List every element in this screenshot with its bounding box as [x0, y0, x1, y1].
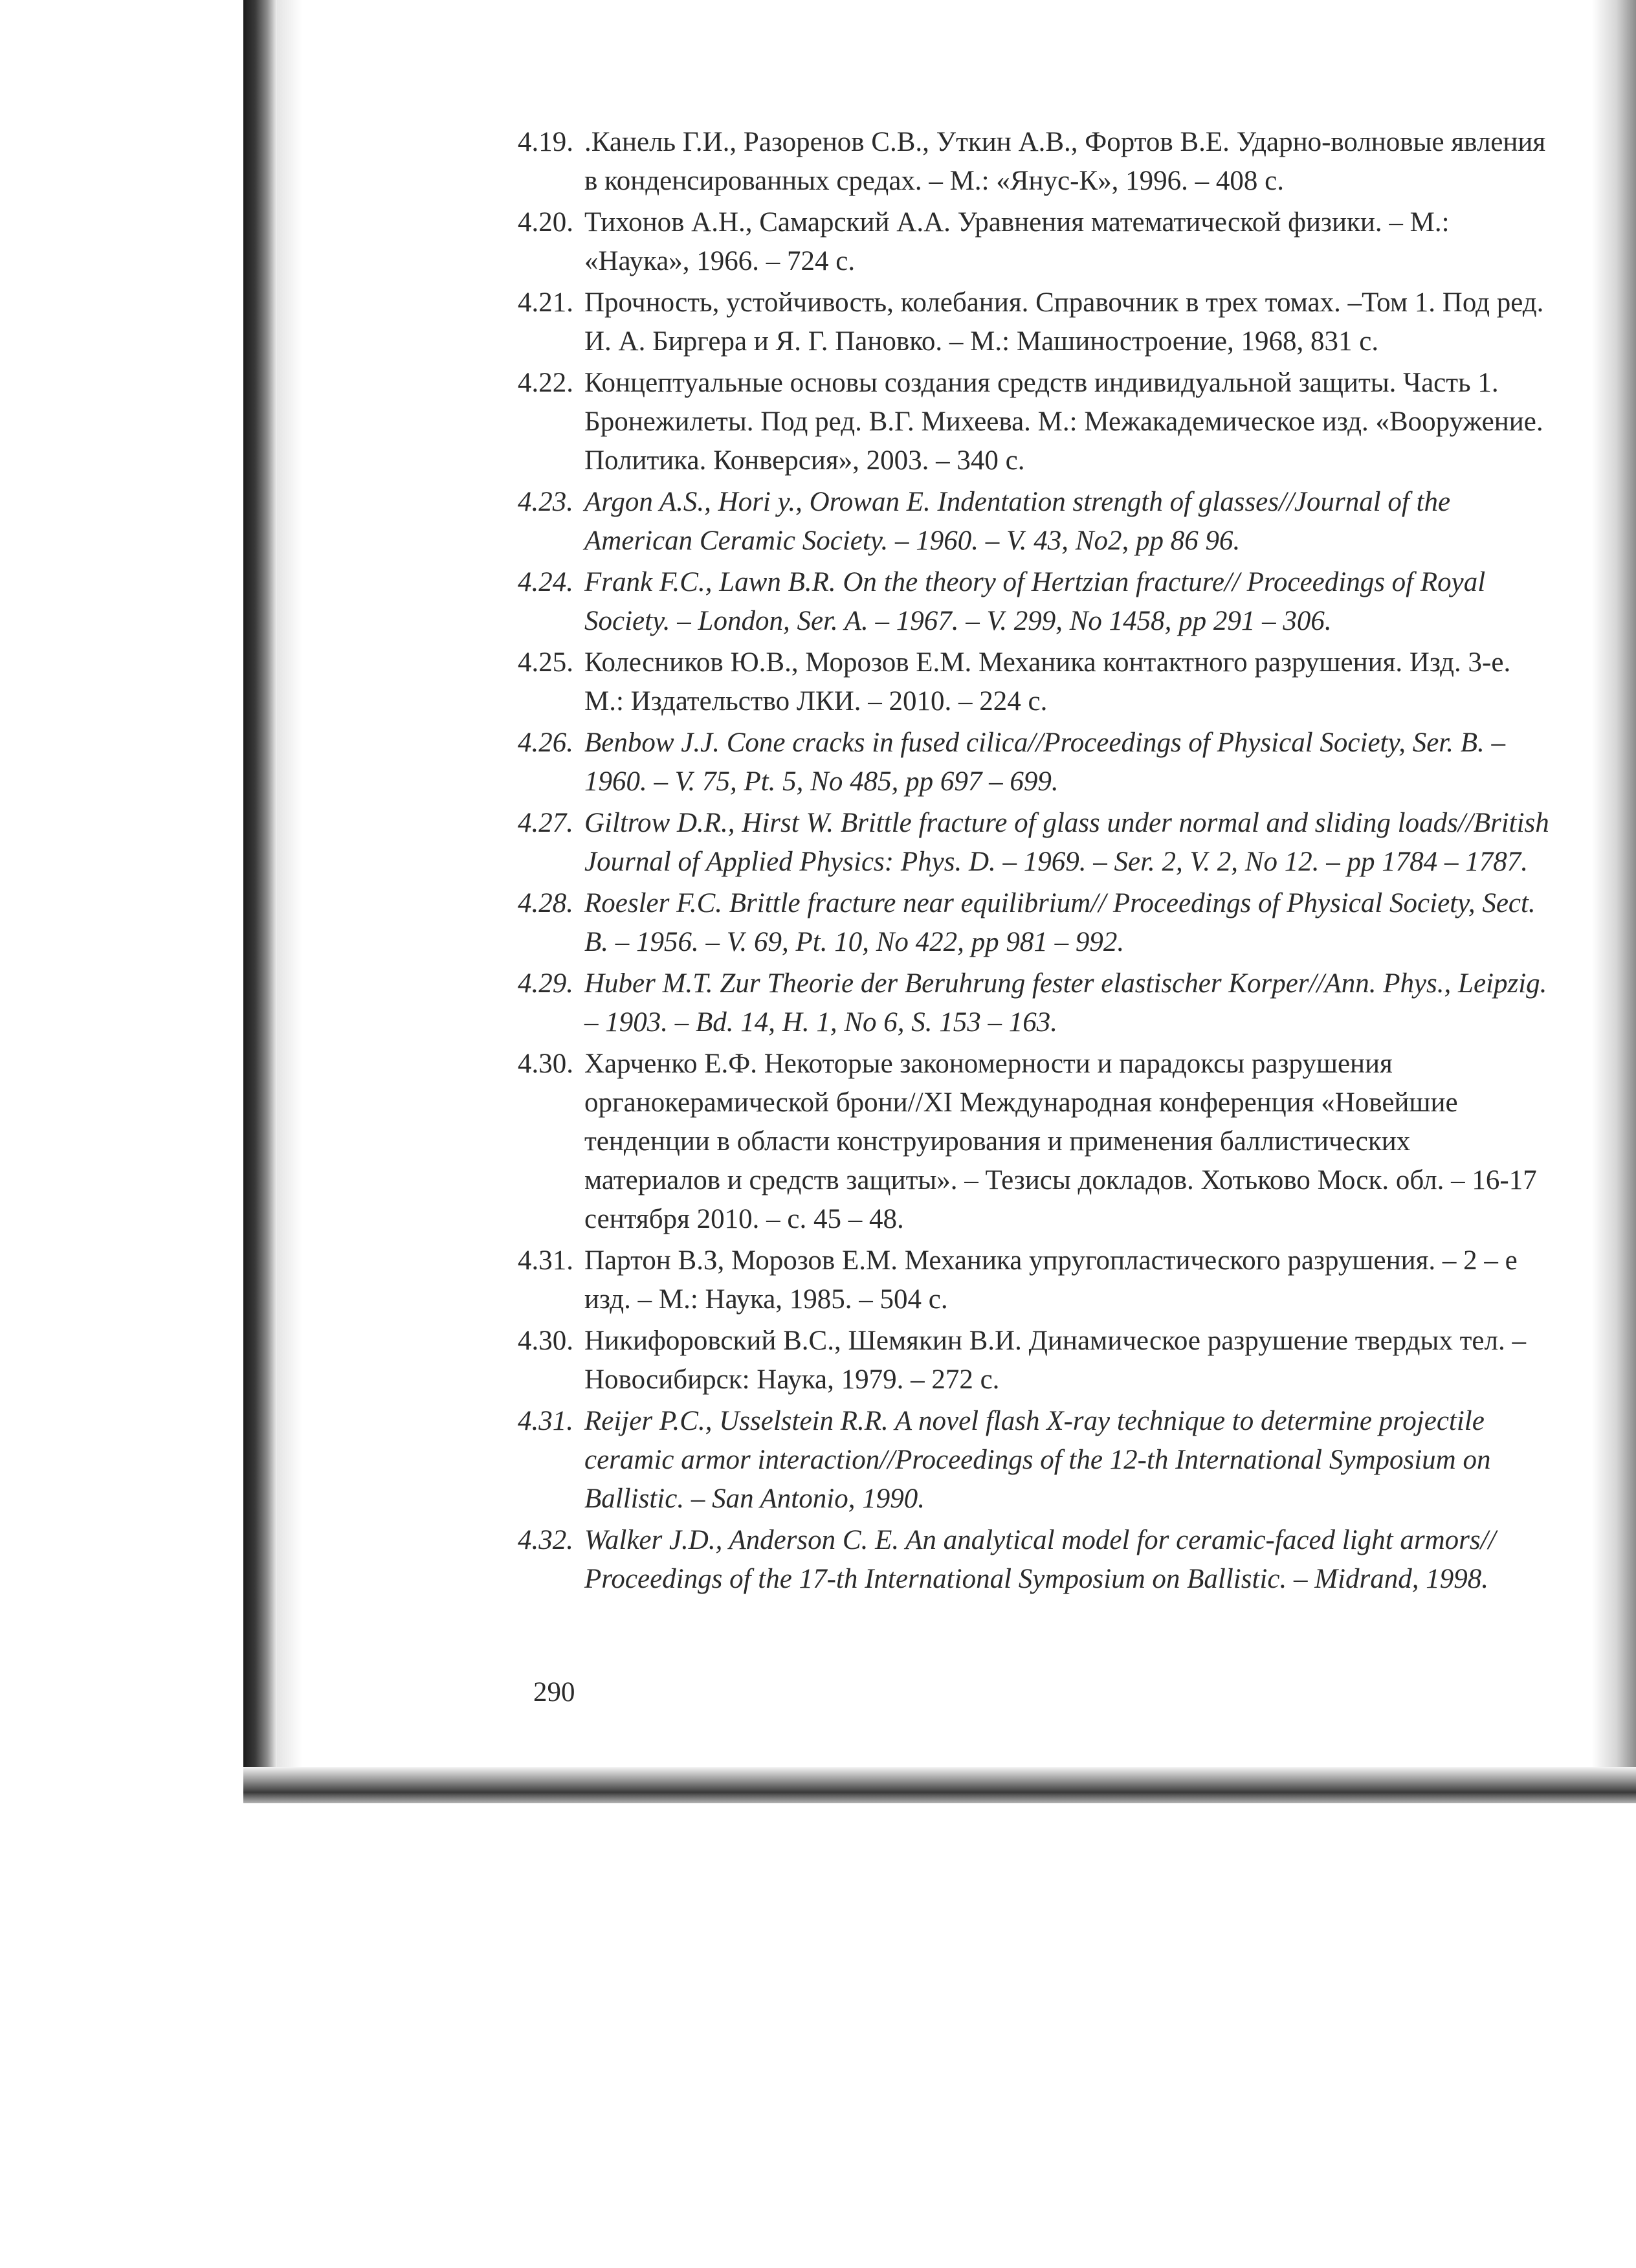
reference-text: Huber M.T. Zur Theorie der Beruhrung fester elastischer Korper//Ann. Phys., Leipzig. – 1903. – Bd. 14, H. 1, No 6, S. 153 – 163.	[584, 968, 1547, 1038]
reference-number: 4.19.	[518, 127, 573, 157]
reference-text: Walker J.D., Anderson C. E. An analytical model for ceramic-faced light armors// Proceedings of the 17-th International Symposium on Ballistic. – Midrand, 1998.	[584, 1525, 1496, 1594]
reference-number: 4.23.	[518, 487, 573, 517]
page-right-edge	[1592, 0, 1636, 1799]
reference-text: .Канель Г.И., Разоренов С.В., Уткин А.В., Фортов В.Е. Ударно-волновые явления в конденсированных средах. – М.: «Янус-К», 1996. – 408 с.	[584, 127, 1546, 196]
reference-number: 4.30.	[518, 1326, 573, 1356]
reference-number: 4.22.	[518, 368, 573, 398]
reference-item	[518, 563, 1553, 641]
reference-item	[518, 1045, 1553, 1239]
reference-item	[518, 483, 1553, 561]
reference-item	[518, 364, 1553, 480]
reference-item	[518, 1241, 1553, 1319]
reference-number: 4.32.	[518, 1525, 573, 1555]
reference-text: Benbow J.J. Cone cracks in fused cilica//Proceedings of Physical Society, Ser. B. – 1960. – V. 75, Pt. 5, No 485, pp 697 – 699.	[584, 728, 1506, 797]
reference-item	[518, 804, 1553, 882]
reference-text: Харченко Е.Ф. Некоторые закономерности и парадоксы разрушения органокерамической брони//XI Международная конференция «Новейшие тенденции в области конструирования и применения баллистических материалов и средств защиты». – Тезисы докладов. Хотьково Моск. обл. – 16-17 сентября 2010. – с. 45 – 48.	[584, 1049, 1537, 1234]
reference-number: 4.21.	[518, 287, 573, 318]
reference-number: 4.28.	[518, 888, 573, 918]
page-number: 290	[533, 1677, 575, 1707]
reference-number: 4.27.	[518, 808, 573, 838]
reference-item	[518, 1521, 1553, 1599]
reference-text: Giltrow D.R., Hirst W. Brittle fracture of glass under normal and sliding loads//British Journal of Applied Physics: Phys. D. – 1969. – Ser. 2, V. 2, No 12. – pp 1784 – 1787.	[584, 808, 1549, 877]
reference-item	[518, 203, 1553, 281]
reference-number: 4.25.	[518, 647, 573, 678]
reference-number: 4.20.	[518, 207, 573, 238]
reference-text: Frank F.C., Lawn B.R. On the theory of Hertzian fracture// Proceedings of Royal Society. – London, Ser. A. – 1967. – V. 299, No 1458, pp 291 – 306.	[584, 567, 1486, 636]
reference-list	[518, 123, 1553, 1601]
reference-text: Тихонов А.Н., Самарский А.А. Уравнения математической физики. – М.: «Наука», 1966. – 724 с.	[584, 207, 1450, 276]
reference-number: 4.30.	[518, 1049, 573, 1079]
reference-item	[518, 123, 1553, 201]
reference-text: Reijer P.C., Usselstein R.R. A novel flash X-ray technique to determine projectile ceramic armor interaction//Proceedings of the 12-th International Symposium on Ballistic. – San Antonio, 1990.	[584, 1406, 1491, 1514]
reference-item	[518, 884, 1553, 962]
reference-item	[518, 1402, 1553, 1518]
reference-item	[518, 1322, 1553, 1399]
reference-number: 4.24.	[518, 567, 573, 597]
reference-text: Прочность, устойчивость, колебания. Справочник в трех томах. –Том 1. Под ред. И. А. Биргера и Я. Г. Пановко. – М.: Машиностроение, 1968, 831 с.	[584, 287, 1544, 357]
reference-item	[518, 643, 1553, 721]
reference-number: 4.29.	[518, 968, 573, 999]
reference-item	[518, 724, 1553, 801]
book-page	[277, 0, 1592, 1767]
reference-text: Никифоровский В.С., Шемякин В.И. Динамическое разрушение твердых тел. – Новосибирск: Наука, 1979. – 272 с.	[584, 1326, 1526, 1395]
reference-text: Roesler F.C. Brittle fracture near equilibrium// Proceedings of Physical Society, Sect. B. – 1956. – V. 69, Pt. 10, No 422, pp 981 – 992.	[584, 888, 1536, 957]
reference-number: 4.26.	[518, 728, 573, 758]
reference-item	[518, 284, 1553, 361]
reference-number: 4.31.	[518, 1245, 573, 1276]
reference-text: Argon A.S., Hori y., Orowan E. Indentation strength of glasses//Journal of the American Ceramic Society. – 1960. – V. 43, No2, pp 86 96.	[584, 487, 1451, 556]
reference-item	[518, 964, 1553, 1042]
reference-text: Партон В.З, Морозов Е.М. Механика упругопластического разрушения. – 2 – е изд. – М.: Наука, 1985. – 504 с.	[584, 1245, 1518, 1315]
reference-text: Колесников Ю.В., Морозов Е.М. Механика контактного разрушения. Изд. 3-е. М.: Издательство ЛКИ. – 2010. – 224 с.	[584, 647, 1511, 717]
book-spine-shadow	[243, 0, 277, 1798]
reference-text: Концептуальные основы создания средств индивидуальной защиты. Часть 1. Бронежилеты. Под ред. В.Г. Михеева. М.: Межакадемическое изд. «Вооружение. Политика. Конверсия», 2003. – 340 с.	[584, 368, 1543, 476]
page-bottom-edge	[243, 1767, 1636, 1803]
reference-number: 4.31.	[518, 1406, 573, 1436]
